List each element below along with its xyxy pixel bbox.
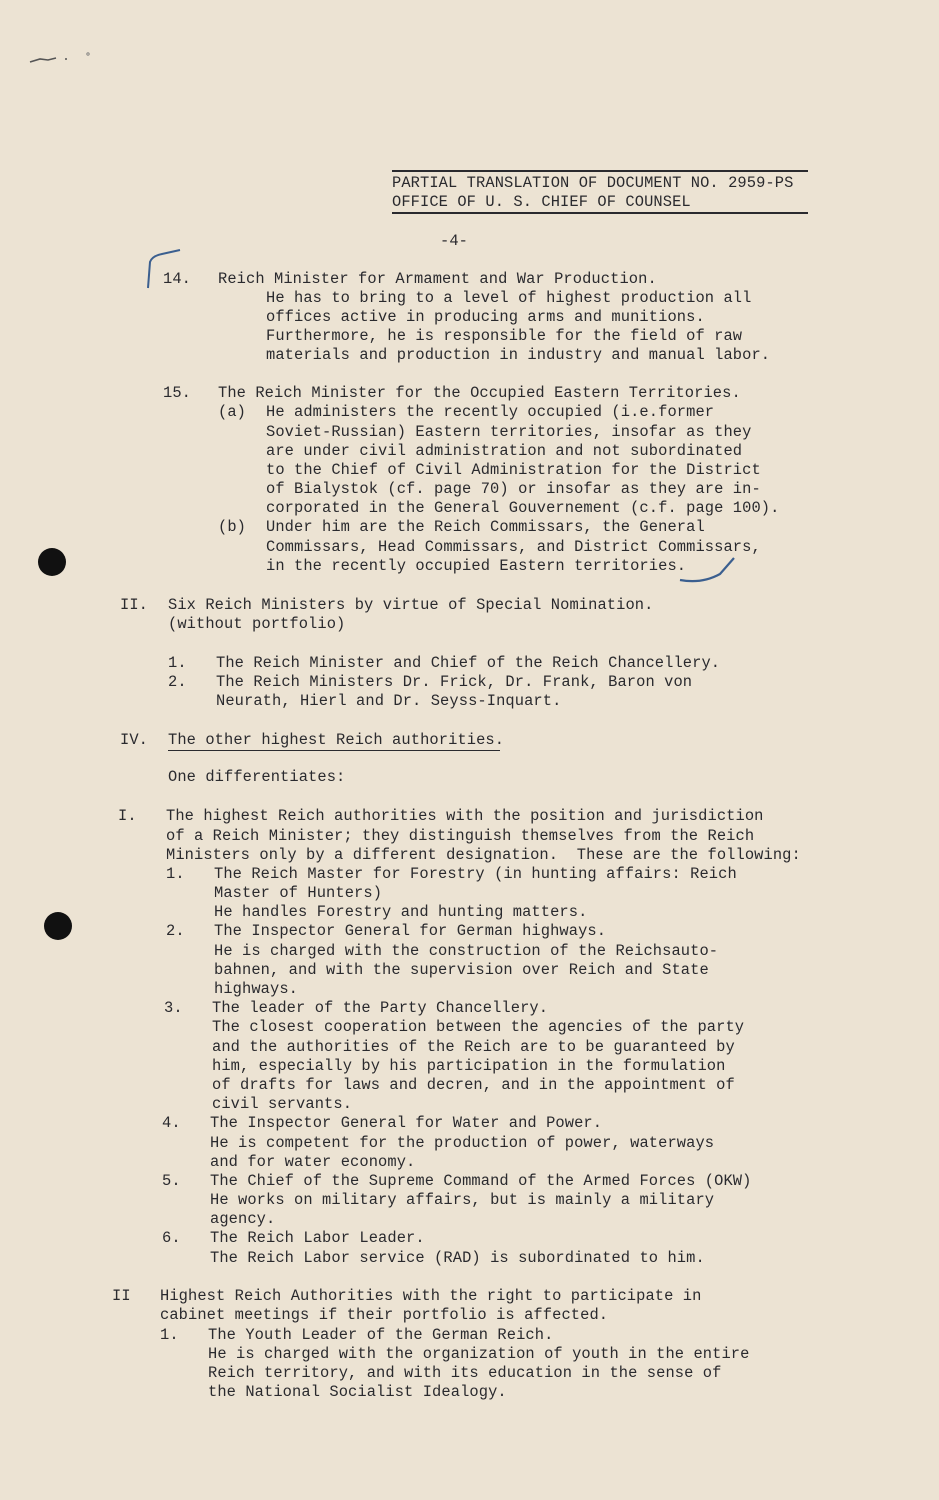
list-number: 1.: [160, 1326, 179, 1344]
header-bottom-rule: [392, 212, 808, 214]
list-number: 2.: [168, 673, 187, 691]
text-line: The Inspector General for Water and Power.: [210, 1114, 603, 1132]
part-II-marker: II: [112, 1287, 131, 1305]
text-line: and the authorities of the Reich are to be guaranteed by: [212, 1038, 735, 1056]
text-line: agency.: [210, 1210, 276, 1228]
text-line: The Reich Master for Forestry (in hunting affairs: Reich: [214, 865, 737, 883]
page-number: -4-: [440, 232, 469, 250]
text-line: bahnen, and with the supervision over Reich and State: [214, 961, 709, 979]
text-line: He works on military affairs, but is mainly a military: [210, 1191, 715, 1209]
punch-hole: [38, 548, 66, 576]
text-line: The Reich Labor Leader.: [210, 1229, 425, 1247]
text-line: the National Socialist Idealogy.: [208, 1383, 507, 1401]
section-II-title: Six Reich Ministers by virtue of Special Nomination.: [168, 596, 654, 614]
text-line: Furthermore, he is responsible for the field of raw: [266, 327, 743, 345]
text-line: Commissars, Head Commissars, and District Commissars,: [266, 538, 761, 556]
section-II-marker: II.: [120, 596, 149, 614]
text-line: corporated in the General Gouvernement (c.f. page 100).: [266, 499, 780, 517]
text-line: are under civil administration and not subordinated: [266, 442, 743, 460]
text-line: to the Chief of Civil Administration for the District: [266, 461, 761, 479]
list-number: 1.: [168, 654, 187, 672]
text-line: Highest Reich Authorities with the right to participate in: [160, 1287, 702, 1305]
text-line: civil servants.: [212, 1095, 353, 1113]
sub-a-marker: (a): [218, 403, 247, 421]
item-15-title: The Reich Minister for the Occupied Eastern Territories.: [218, 384, 741, 402]
list-number: 1.: [166, 865, 185, 883]
text-line: cabinet meetings if their portfolio is affected.: [160, 1306, 609, 1324]
list-number: 2.: [166, 922, 185, 940]
text-line: The Chief of the Supreme Command of the Armed Forces (OKW): [210, 1172, 752, 1190]
list-number: 3.: [164, 999, 183, 1017]
text-line: The leader of the Party Chancellery.: [212, 999, 549, 1017]
text-line: The Reich Minister and Chief of the Reich Chancellery.: [216, 654, 721, 672]
text-line: Ministers only by a different designation. These are the following:: [166, 846, 801, 864]
text-line: One differentiates:: [168, 768, 346, 786]
text-line: of Bialystok (cf. page 70) or insofar as they are in-: [266, 480, 761, 498]
tick-mark: [672, 556, 738, 586]
text-line: The closest cooperation between the agencies of the party: [212, 1018, 745, 1036]
list-number: 4.: [162, 1114, 181, 1132]
list-number: 6.: [162, 1229, 181, 1247]
text-line: The Reich Labor service (RAD) is subordinated to him.: [210, 1249, 705, 1267]
section-IV-marker: IV.: [120, 731, 149, 749]
text-line: He is competent for the production of power, waterways: [210, 1134, 715, 1152]
header-line-2: OFFICE OF U. S. CHIEF OF COUNSEL: [392, 193, 691, 211]
pencil-scribble: [28, 48, 98, 68]
section-IV-underline: [168, 750, 500, 751]
text-line: The highest Reich authorities with the position and jurisdiction: [166, 807, 764, 825]
list-number: 5.: [162, 1172, 181, 1190]
text-line: Neurath, Hierl and Dr. Seyss-Inquart.: [216, 692, 562, 710]
section-IV-title: The other highest Reich authorities.: [168, 731, 505, 749]
sub-b-marker: (b): [218, 518, 247, 536]
part-I-marker: I.: [118, 807, 137, 825]
header-line-1: PARTIAL TRANSLATION OF DOCUMENT NO. 2959-PS: [392, 174, 794, 192]
item-14-number: 14.: [163, 270, 192, 288]
text-line: The Youth Leader of the German Reich.: [208, 1326, 554, 1344]
text-line: The Reich Ministers Dr. Frick, Dr. Frank, Baron von: [216, 673, 693, 691]
text-line: offices active in producing arms and munitions.: [266, 308, 705, 326]
text-line: Under him are the Reich Commissars, the General: [266, 518, 705, 536]
item-15-number: 15.: [163, 384, 192, 402]
text-line: him, especially by his participation in the formulation: [212, 1057, 726, 1075]
text-line: He is charged with the organization of youth in the entire: [208, 1345, 750, 1363]
header-top-rule: [392, 170, 808, 172]
text-line: of a Reich Minister; they distinguish themselves from the Reich: [166, 827, 755, 845]
text-line: The Inspector General for German highways.: [214, 922, 607, 940]
item-14-title: Reich Minister for Armament and War Production.: [218, 270, 657, 288]
text-line: highways.: [214, 980, 299, 998]
text-line: Reich territory, and with its education in the sense of: [208, 1364, 722, 1382]
text-line: He handles Forestry and hunting matters.: [214, 903, 588, 921]
text-line: He is charged with the construction of the Reichsauto-: [214, 942, 719, 960]
text-line: Master of Hunters): [214, 884, 383, 902]
text-line: (without portfolio): [168, 615, 346, 633]
text-line: Soviet-Russian) Eastern territories, insofar as they: [266, 423, 752, 441]
punch-hole: [44, 912, 72, 940]
text-line: He has to bring to a level of highest production all: [266, 289, 752, 307]
text-line: in the recently occupied Eastern territories.: [266, 557, 687, 575]
text-line: materials and production in industry and manual labor.: [266, 346, 771, 364]
text-line: and for water economy.: [210, 1153, 416, 1171]
text-line: He administers the recently occupied (i.e.former: [266, 403, 715, 421]
text-line: of drafts for laws and decren, and in the appointment of: [212, 1076, 735, 1094]
